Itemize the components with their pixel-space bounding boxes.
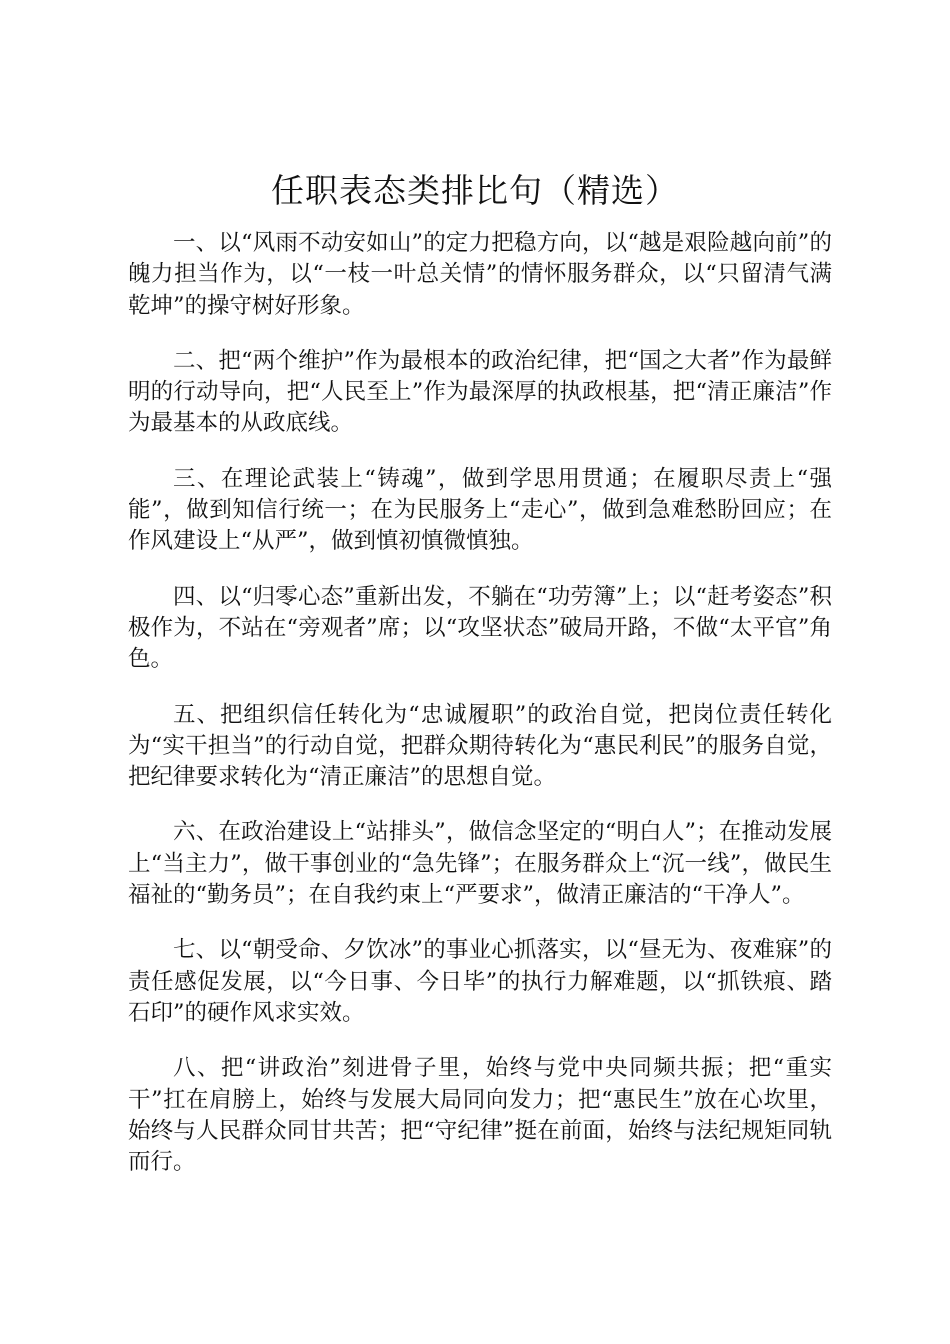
paragraph-3: 三、在理论武装上“铸魂”，做到学思用贯通；在履职尽责上“强能”，做到知信行统一；在为民服务上“走心”，做到急难愁盼回应；在作风建设上“从严”，做到慎初慎微慎独。 <box>128 465 832 555</box>
paragraph-7: 七、以“朝受命、夕饮冰”的事业心抓落实，以“昼无为、夜难寐”的责任感促发展，以“今日事、今日毕”的执行力解难题，以“抓铁痕、踏石印”的硬作风求实效。 <box>128 937 832 1026</box>
paragraph-4: 四、以“归零心态”重新出发，不躺在“功劳簿”上；以“赶考姿态”积极作为，不站在“旁观者”席；以“攻坚状态”破局开路，不做“太平官”角色。 <box>128 583 832 673</box>
paragraph-6: 六、在政治建设上“站排头”，做信念坚定的“明白人”；在推动发展上“当主力”，做干事创业的“急先锋”；在服务群众上“沉一线”，做民生福祉的“勤务员”；在自我约束上“严要求”，做清正廉洁的“干净人”。 <box>128 819 832 909</box>
paragraph-8: 八、把“讲政治”刻进骨子里，始终与党中央同频共振；把“重实干”扛在肩膀上，始终与发展大局同向发力；把“惠民生”放在心坎里，始终与人民群众同甘共苦；把“守纪律”挺在前面，始终与法纪规矩同轨而行。 <box>128 1055 832 1176</box>
document-body <box>128 228 832 1202</box>
paragraph-2: 二、把“两个维护”作为最根本的政治纪律，把“国之大者”作为最鲜明的行动导向，把“人民至上”作为最深厚的执政根基，把“清正廉洁”作为最基本的从政底线。 <box>128 347 832 437</box>
paragraph-1: 一、以“风雨不动安如山”的定力把稳方向，以“越是艰险越向前”的魄力担当作为，以“一枝一叶总关情”的情怀服务群众，以“只留清气满乾坤”的操守树好形象。 <box>128 230 832 319</box>
paragraph-5: 五、把组织信任转化为“忠诚履职”的政治自觉，把岗位责任转化为“实干担当”的行动自觉，把群众期待转化为“惠民利民”的服务自觉，把纪律要求转化为“清正廉洁”的思想自觉。 <box>128 701 832 791</box>
document-title: 任职表态类排比句（精选） <box>271 171 679 210</box>
